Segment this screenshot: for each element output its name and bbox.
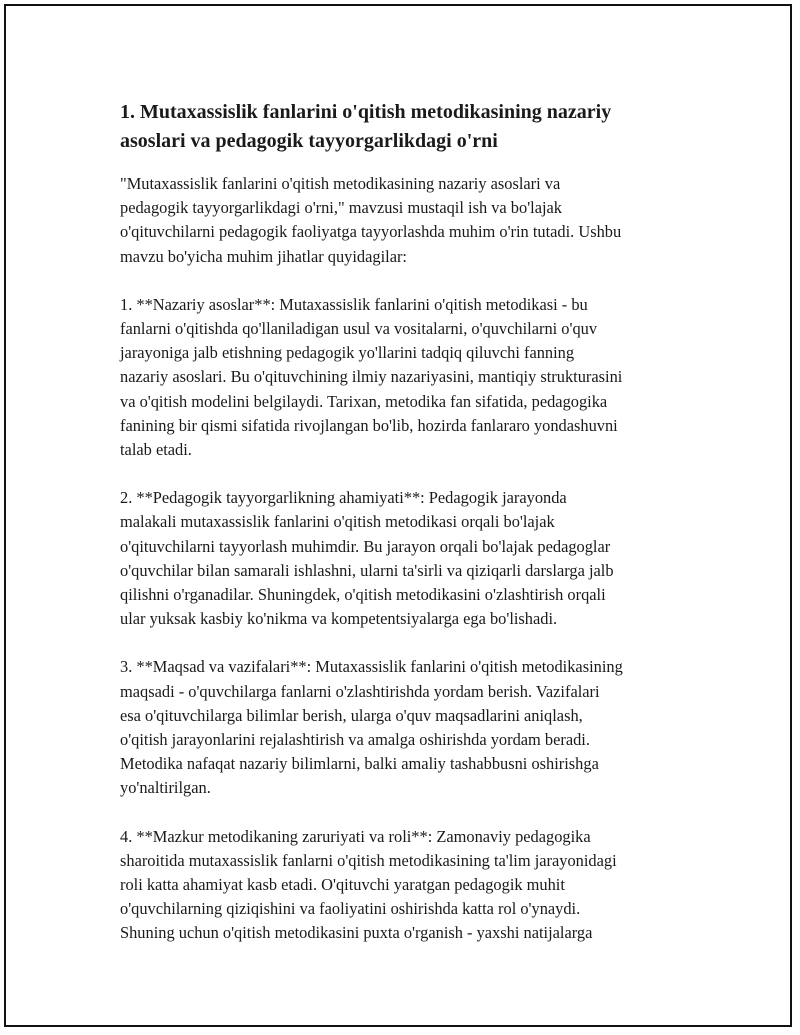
text-line: roli katta ahamiyat kasb etadi. O'qituvchi yaratgan pedagogik muhit	[120, 875, 565, 895]
text-line: 3. **Maqsad va vazifalari**: Mutaxassislik fanlarini o'qitish metodikasining	[120, 657, 623, 677]
text-line: qilishni o'rganadilar. Shuningdek, o'qitish metodikasini o'zlashtirish orqali	[120, 585, 606, 605]
text-line: "Mutaxassislik fanlarini o'qitish metodikasining nazariy asoslari va	[120, 174, 561, 193]
text-line: 1. **Nazariy asoslar**: Mutaxassislik fanlarini o'qitish metodikasi - bu	[120, 294, 588, 314]
intro-paragraph	[120, 172, 700, 269]
text-line: 2. **Pedagogik tayyorgarlikning ahamiyati**: Pedagogik jarayonda	[120, 488, 567, 508]
text-line: o'qituvchilarni tayyorlash muhimdir. Bu jarayon orqali bo'lajak pedagoglar	[120, 536, 611, 556]
title-line: 1. Mutaxassislik fanlarini o'qitish metodikasining nazariy	[120, 101, 612, 123]
title-line: asoslari va pedagogik tayyorgarlikdagi o'rni	[120, 130, 498, 152]
text-line: ular yuksak kasbiy ko'nikma va kompetentsiyalarga ega bo'lishadi.	[120, 609, 558, 629]
text-line: Shuning uchun o'qitish metodikasini puxta o'rganish - yaxshi natijalarga	[120, 923, 593, 943]
text-line: Metodika nafaqat nazariy bilimlarni, balki amaliy tashabbusni oshirishga	[120, 754, 599, 774]
text-line: jarayoniga jalb etishning pedagogik yo'llarini tadqiq qiluvchi fanning	[120, 343, 575, 363]
section-3-paragraph	[120, 655, 700, 800]
text-line: va o'qitish modelini belgilaydi. Tarixan, metodika fan sifatida, pedagogika	[120, 391, 608, 411]
text-line: talab etadi.	[120, 440, 192, 460]
text-line: maqsadi - o'quvchilarga fanlarni o'zlashtirishda yordam berish. Vazifalari	[120, 681, 600, 701]
text-line: o'qitish jarayonlarini rejalashtirish va amalga oshirishda yordam beradi.	[120, 730, 590, 750]
text-line: o'qituvchilarni pedagogik faoliyatga tayyorlashda muhim o'rin tutadi. Ushbu	[120, 222, 622, 242]
text-line: o'quvchilar bilan samarali ishlashni, ularni ta'sirli va qiziqarli darslarga jalb	[120, 560, 614, 580]
section-1-paragraph	[120, 293, 700, 462]
document-page	[4, 4, 792, 1027]
text-line: 4. **Mazkur metodikaning zaruriyati va roli**: Zamonaviy pedagogika	[120, 826, 591, 846]
text-line: yo'naltirilgan.	[120, 778, 211, 798]
text-line: fanlarni o'qitishda qo'llaniladigan usul va vositalarni, o'quvchilarni o'quv	[120, 319, 598, 339]
text-line: mavzu bo'yicha muhim jihatlar quyidagilar:	[120, 246, 407, 266]
section-4-paragraph	[120, 825, 700, 946]
text-line: fanining bir qismi sifatida rivojlangan bo'lib, hozirda fanlararo yondashuvni	[120, 415, 618, 435]
document-title	[120, 98, 700, 156]
text-line: esa o'qituvchilarga bilimlar berish, ularga o'quv maqsadlarini aniqlash,	[120, 705, 583, 725]
document-content	[120, 98, 700, 970]
text-line: malakali mutaxassislik fanlarini o'qitish metodikasi orqali bo'lajak	[120, 512, 555, 532]
text-line: pedagogik tayyorgarlikdagi o'rni," mavzusi mustaqil ish va bo'lajak	[120, 198, 563, 218]
text-line: o'quvchilarning qiziqishini va faoliyatini oshirishda katta rol o'ynaydi.	[120, 899, 581, 919]
text-line: sharoitida mutaxassislik fanlarni o'qitish metodikasining ta'lim jarayonidagi	[120, 850, 617, 870]
section-2-paragraph	[120, 486, 700, 631]
text-line: nazariy asoslari. Bu o'qituvchining ilmiy nazariyasini, mantiqiy strukturasini	[120, 367, 623, 387]
